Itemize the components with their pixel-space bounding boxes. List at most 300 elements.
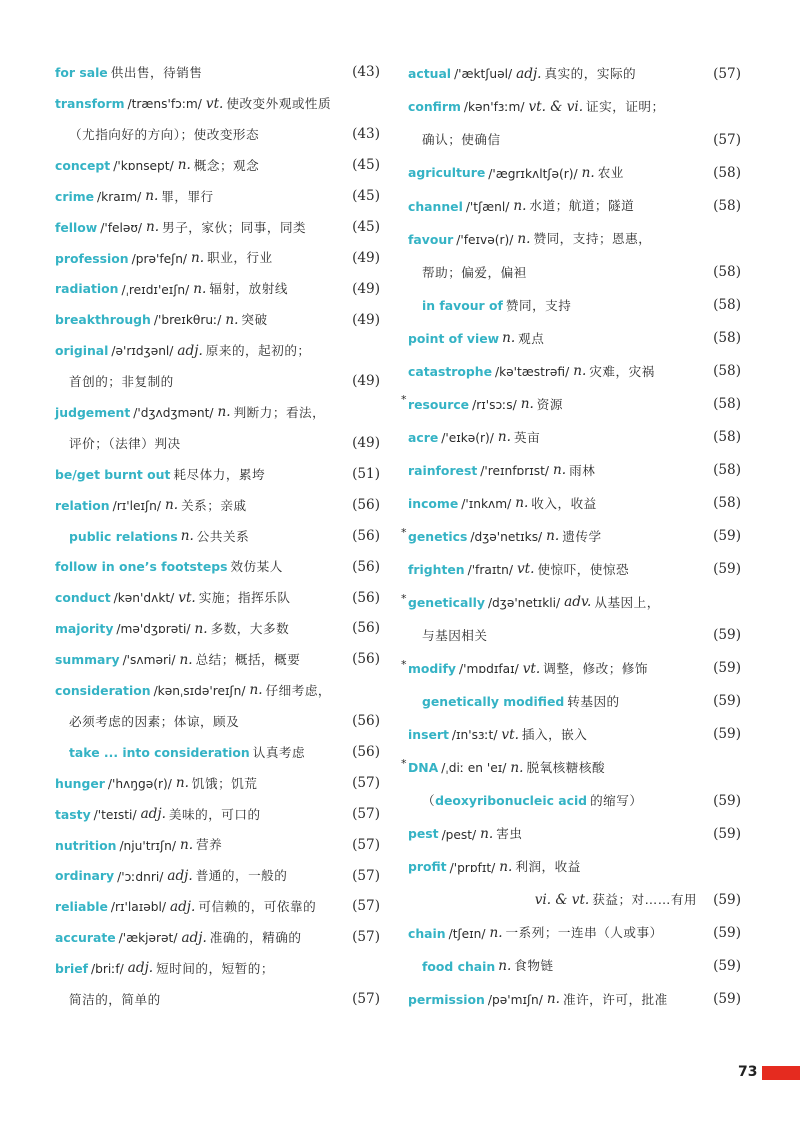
page-ref: (49) bbox=[352, 435, 380, 452]
vocab-entry bbox=[408, 422, 741, 455]
definition: 农业 bbox=[597, 165, 624, 181]
headword: ordinary bbox=[55, 868, 115, 884]
pronunciation: /'prɒfɪt/ bbox=[449, 860, 496, 875]
headword: DNA bbox=[408, 760, 439, 776]
part-of-speech: n. bbox=[499, 858, 513, 875]
headword: for sale bbox=[55, 65, 108, 81]
vocab-entry bbox=[401, 587, 741, 620]
page-ref: (49) bbox=[352, 311, 380, 328]
page-ref: (58) bbox=[713, 297, 741, 314]
part-of-speech: vt. bbox=[522, 660, 541, 677]
left-column bbox=[55, 58, 380, 1016]
definition: 灾难，灾祸 bbox=[589, 363, 655, 379]
definition: 证实，证明； bbox=[586, 99, 665, 115]
pronunciation: /'ægrɪkʌltʃə(r)/ bbox=[488, 166, 578, 181]
headword: fellow bbox=[55, 219, 98, 235]
page-ref: (59) bbox=[713, 660, 741, 677]
vocab-entry bbox=[408, 818, 741, 851]
part-of-speech: vt. bbox=[501, 726, 519, 743]
headword: radiation bbox=[55, 281, 119, 297]
page-ref: (56) bbox=[352, 558, 380, 575]
vocab-entry bbox=[408, 58, 741, 91]
definition: 观点 bbox=[518, 330, 545, 346]
page-ref: (59) bbox=[713, 991, 741, 1008]
pronunciation: /tʃeɪn/ bbox=[448, 926, 486, 941]
vocab-entry-sub bbox=[55, 738, 380, 769]
definition: 食物链 bbox=[514, 958, 554, 974]
page-ref: (57) bbox=[352, 867, 380, 884]
definition: 效仿某人 bbox=[230, 559, 283, 575]
pronunciation: /kraɪm/ bbox=[97, 189, 142, 204]
pronunciation: /kə'tæstrəfi/ bbox=[495, 364, 570, 379]
headword: chain bbox=[408, 925, 446, 941]
part-of-speech: n. bbox=[581, 164, 595, 181]
definition: 英亩 bbox=[513, 429, 541, 445]
headword: genetics bbox=[408, 528, 468, 544]
vocab-entry bbox=[55, 58, 380, 89]
headword: be/get burnt out bbox=[55, 466, 171, 482]
page-ref: (58) bbox=[713, 264, 741, 280]
headword: hunger bbox=[55, 775, 105, 791]
pronunciation: /'ɔːdnri/ bbox=[117, 869, 164, 884]
definition: 概念；观念 bbox=[193, 157, 260, 173]
headword: profession bbox=[55, 250, 129, 266]
vocab-entry bbox=[55, 923, 380, 954]
definition: 赞同，支持 bbox=[505, 297, 572, 313]
headword: relation bbox=[55, 497, 110, 513]
definition: 营养 bbox=[196, 837, 223, 853]
pronunciation: /'dʒʌdʒmənt/ bbox=[133, 406, 214, 421]
definition: 罪，罪行 bbox=[161, 188, 214, 204]
vocab-entry-cont bbox=[408, 256, 741, 289]
page-ref: (59) bbox=[713, 891, 741, 908]
part-of-speech: vt. bbox=[178, 589, 196, 606]
headword: concept bbox=[55, 157, 111, 173]
part-of-speech: adj. bbox=[167, 867, 193, 884]
part-of-speech: adj. bbox=[127, 960, 154, 977]
star-marker: * bbox=[401, 525, 407, 539]
vocab-entry-cont bbox=[55, 367, 380, 398]
vocab-entry bbox=[55, 243, 380, 274]
headword: catastrophe bbox=[408, 363, 493, 379]
vocab-entry bbox=[55, 645, 380, 676]
page-ref: (58) bbox=[713, 429, 741, 446]
part-of-speech: n. bbox=[489, 924, 503, 941]
definition: 使改变外观或性质 bbox=[226, 96, 332, 112]
definition: 供出售，待销售 bbox=[110, 65, 203, 81]
vocab-entry-sub bbox=[408, 289, 741, 322]
vocab-entry bbox=[55, 799, 380, 830]
headword: insert bbox=[408, 727, 449, 743]
definition: 辐射，放射线 bbox=[209, 281, 288, 297]
page-ref: (59) bbox=[713, 693, 741, 710]
part-of-speech: n. bbox=[513, 197, 527, 214]
part-of-speech: n. bbox=[249, 682, 263, 699]
headword: rainforest bbox=[408, 462, 478, 478]
vocab-entry bbox=[408, 355, 741, 388]
page-ref: (58) bbox=[713, 330, 741, 347]
part-of-speech: n. bbox=[146, 219, 160, 236]
vocab-entry bbox=[55, 212, 380, 243]
star-marker: * bbox=[401, 393, 407, 407]
vocab-entry bbox=[55, 614, 380, 645]
pronunciation: /'fraɪtn/ bbox=[467, 563, 513, 578]
definition: 美味的，可口的 bbox=[168, 806, 261, 822]
pronunciation: /dʒə'netɪks/ bbox=[470, 530, 543, 545]
star-marker: * bbox=[401, 591, 407, 605]
definition: 判断力；看法， bbox=[233, 404, 326, 420]
page-ref: (59) bbox=[713, 561, 741, 578]
page-ref: (57) bbox=[352, 898, 380, 915]
definition: 多数，大多数 bbox=[210, 621, 290, 637]
definition: 准许，许可，批准 bbox=[562, 991, 668, 1007]
headword: genetically modified bbox=[422, 694, 565, 710]
part-of-speech: n. bbox=[164, 497, 179, 514]
pronunciation: /'feləʊ/ bbox=[100, 220, 143, 235]
headword: nutrition bbox=[55, 837, 117, 853]
vocab-entry bbox=[55, 182, 380, 213]
headword: genetically bbox=[408, 595, 485, 611]
headword: pest bbox=[408, 826, 439, 842]
page-number-bar bbox=[762, 1066, 800, 1080]
page-ref: (58) bbox=[713, 197, 741, 214]
page-ref: (56) bbox=[352, 620, 380, 637]
part-of-speech: n. bbox=[498, 957, 512, 974]
vocab-entry bbox=[55, 861, 380, 892]
vocab-entry bbox=[55, 305, 380, 336]
vocab-entry bbox=[408, 917, 741, 950]
page-ref: (49) bbox=[352, 373, 380, 390]
headword: brief bbox=[55, 961, 89, 977]
page-ref: (45) bbox=[352, 157, 380, 174]
page-ref: (59) bbox=[713, 957, 741, 974]
pronunciation: /rɪ'laɪəbl/ bbox=[110, 900, 166, 915]
definition: 获益；对……有用 bbox=[592, 892, 697, 908]
vocab-entry bbox=[408, 983, 741, 1016]
definition: 耗尽体力，累垮 bbox=[173, 466, 266, 482]
definition: 真实的，实际的 bbox=[544, 66, 637, 82]
part-of-speech: n. bbox=[510, 759, 524, 776]
part-of-speech: n. bbox=[217, 404, 231, 421]
definition: 害虫 bbox=[496, 826, 523, 842]
vocab-entry bbox=[55, 460, 380, 491]
pronunciation: /'feɪvə(r)/ bbox=[456, 232, 514, 247]
vocab-entry bbox=[55, 336, 380, 367]
vocab-entry bbox=[408, 719, 741, 752]
vocab-entry bbox=[408, 91, 741, 124]
definition: 男子，家伙；同事，同类 bbox=[162, 219, 307, 235]
vocab-entry bbox=[55, 490, 380, 521]
headword: consideration bbox=[55, 683, 151, 699]
definition: 雨林 bbox=[569, 462, 596, 478]
page-number: 73 bbox=[738, 1064, 758, 1080]
vocab-entry bbox=[408, 851, 741, 884]
vocab-entry bbox=[55, 676, 380, 707]
headword: in favour of bbox=[422, 297, 503, 313]
pronunciation: /'breɪkθruː/ bbox=[153, 313, 222, 328]
vocab-entry-cont bbox=[55, 429, 380, 460]
vocab-entry bbox=[408, 322, 741, 355]
page-ref: (45) bbox=[352, 188, 380, 205]
part-of-speech: n. bbox=[194, 620, 208, 637]
definition: 利润，收益 bbox=[515, 859, 581, 875]
vocab-entry bbox=[55, 583, 380, 614]
page-ref: (59) bbox=[713, 825, 741, 842]
definition: 突破 bbox=[241, 312, 268, 328]
page-ref: (58) bbox=[713, 396, 741, 413]
page-ref: (51) bbox=[352, 466, 380, 483]
vocab-entry-cont bbox=[408, 785, 741, 818]
definition: 遗传学 bbox=[562, 528, 602, 544]
definition: 一系列；一连串（人或事） bbox=[505, 925, 663, 941]
page-ref: (58) bbox=[713, 363, 741, 380]
vocab-entry bbox=[55, 151, 380, 182]
pronunciation: /kən'fɜːm/ bbox=[463, 100, 525, 115]
part-of-speech: n. bbox=[180, 528, 194, 544]
definition: 使惊吓，使惊恐 bbox=[537, 561, 630, 577]
definition: 总结；概括，概要 bbox=[195, 652, 301, 668]
pronunciation: /'ækjərət/ bbox=[118, 931, 178, 946]
headword: income bbox=[408, 495, 459, 511]
definition: 收入，收益 bbox=[531, 495, 597, 511]
definition: 短时间的，短暂的； bbox=[156, 960, 274, 976]
definition: （尤指向好的方向）；使改变形态 bbox=[69, 126, 260, 142]
vocab-entry bbox=[408, 554, 741, 587]
page-ref: (56) bbox=[352, 589, 380, 606]
definition: 赞同，支持；恩惠， bbox=[533, 231, 652, 247]
part-of-speech: adj. bbox=[181, 929, 207, 946]
headword: frighten bbox=[408, 562, 465, 578]
headword: original bbox=[55, 343, 109, 359]
headword: channel bbox=[408, 198, 463, 214]
pronunciation: /kənˌsɪdə'reɪʃn/ bbox=[153, 684, 246, 699]
headword: confirm bbox=[408, 99, 461, 115]
page-ref: (58) bbox=[713, 495, 741, 512]
headword: food chain bbox=[422, 958, 496, 974]
definition: 准确的，精确的 bbox=[209, 930, 302, 946]
vocab-entry bbox=[55, 830, 380, 861]
headword: agriculture bbox=[408, 165, 486, 181]
vocab-entry bbox=[55, 89, 380, 120]
page-ref: (56) bbox=[352, 497, 380, 514]
pronunciation: /rɪ'sɔːs/ bbox=[472, 397, 517, 412]
headword: public relations bbox=[69, 528, 178, 544]
page-ref: (59) bbox=[713, 528, 741, 545]
page-ref: (56) bbox=[352, 528, 380, 544]
part-of-speech: vt. bbox=[205, 95, 224, 112]
pronunciation: /pest/ bbox=[441, 827, 477, 842]
definition: 原来的，起初的； bbox=[205, 343, 311, 359]
part-of-speech: n. bbox=[193, 280, 207, 297]
vocab-entry-cont bbox=[55, 707, 380, 738]
page-ref: (56) bbox=[352, 651, 380, 668]
definition: 转基因的 bbox=[567, 694, 620, 710]
vocab-entry bbox=[55, 398, 380, 429]
page-ref: (43) bbox=[352, 126, 380, 143]
pronunciation: /ɪn'sɜːt/ bbox=[451, 728, 498, 743]
definition: 仔细考虑， bbox=[265, 682, 332, 698]
page-ref: (49) bbox=[352, 280, 380, 297]
page-ref: (59) bbox=[713, 924, 741, 941]
pronunciation: /'reɪnfɒrɪst/ bbox=[480, 463, 550, 478]
definition: 与基因相关 bbox=[422, 628, 488, 644]
page-ref: (59) bbox=[713, 627, 741, 644]
vocab-entry bbox=[401, 388, 741, 421]
part-of-speech: vt. bbox=[516, 561, 535, 578]
pronunciation: /ˌdiː en 'eɪ/ bbox=[441, 761, 507, 776]
definition: 的缩写） bbox=[590, 793, 643, 809]
page-ref: (49) bbox=[352, 249, 380, 266]
vocab-entry bbox=[401, 752, 741, 785]
part-of-speech: n. bbox=[553, 462, 567, 479]
page-ref: (45) bbox=[352, 219, 380, 236]
headword: modify bbox=[408, 661, 457, 677]
definition: 职业，行业 bbox=[207, 250, 273, 266]
headword: judgement bbox=[55, 405, 131, 421]
pronunciation: /prə'feʃn/ bbox=[131, 251, 188, 266]
vocab-entry bbox=[408, 190, 741, 223]
pronunciation: /'mɒdɪfaɪ/ bbox=[459, 662, 519, 677]
page-ref: (57) bbox=[352, 836, 380, 853]
pronunciation: /'tʃænl/ bbox=[465, 199, 510, 214]
definition: 必须考虑的因素；体谅，顾及 bbox=[69, 713, 240, 729]
inline-term: deoxyribonucleic acid bbox=[435, 793, 588, 809]
definition: 水道；航道；隧道 bbox=[529, 198, 635, 214]
vocab-entry-cont bbox=[55, 985, 380, 1016]
definition: 简洁的，简单的 bbox=[69, 991, 161, 1007]
headword: conduct bbox=[55, 590, 111, 606]
pronunciation: /'sʌməri/ bbox=[122, 653, 176, 668]
headword: accurate bbox=[55, 930, 116, 946]
part-of-speech: n. bbox=[177, 157, 191, 174]
pronunciation: /'teɪsti/ bbox=[93, 807, 137, 822]
pronunciation: /'hʌŋgə(r)/ bbox=[107, 776, 172, 791]
vocab-entry bbox=[55, 274, 380, 305]
definition: 普通的，一般的 bbox=[195, 868, 288, 884]
part-of-speech: n. bbox=[546, 991, 560, 1008]
part-of-speech: n. bbox=[515, 495, 529, 512]
definition: 首创的；非复制的 bbox=[69, 374, 174, 390]
pronunciation: /rɪ'leɪʃn/ bbox=[112, 498, 161, 513]
part-of-speech: n. bbox=[497, 429, 511, 446]
definition: 确认；使确信 bbox=[422, 132, 501, 148]
vocab-entry-sub bbox=[408, 950, 741, 983]
part-of-speech: n. bbox=[179, 836, 194, 853]
headword: point of view bbox=[408, 330, 500, 346]
headword: crime bbox=[55, 188, 95, 204]
page-ref: (58) bbox=[713, 164, 741, 181]
part-of-speech: n. bbox=[225, 311, 239, 328]
headword: reliable bbox=[55, 899, 108, 915]
headword: favour bbox=[408, 231, 454, 247]
vocab-entry-rcont bbox=[408, 884, 741, 917]
vocab-entry bbox=[55, 768, 380, 799]
headword: breakthrough bbox=[55, 312, 151, 328]
definition-prefix: （ bbox=[422, 793, 436, 809]
pronunciation: /'æktʃuəl/ bbox=[454, 67, 513, 82]
vocab-entry bbox=[401, 521, 741, 554]
headword: profit bbox=[408, 859, 447, 875]
right-column bbox=[401, 58, 741, 1016]
definition: 从基因上， bbox=[594, 594, 660, 610]
headword: permission bbox=[408, 991, 485, 1007]
definition: 认真考虑 bbox=[252, 744, 306, 760]
vocab-entry bbox=[408, 455, 741, 488]
headword: follow in one’s footsteps bbox=[55, 559, 228, 575]
page-ref: (57) bbox=[352, 775, 380, 792]
vocab-entry bbox=[401, 653, 741, 686]
star-marker: * bbox=[401, 756, 407, 770]
part-of-speech: n. bbox=[191, 249, 205, 266]
part-of-speech: vi. & vt. bbox=[534, 891, 590, 908]
vocab-entry bbox=[408, 223, 741, 256]
page-ref: (57) bbox=[713, 65, 741, 82]
vocab-entry bbox=[408, 488, 741, 521]
part-of-speech: n. bbox=[179, 651, 193, 668]
vocab-entry-cont bbox=[408, 620, 741, 653]
definition: 可信赖的，可依靠的 bbox=[198, 899, 317, 915]
headword: resource bbox=[408, 396, 470, 412]
vocab-entry bbox=[408, 157, 741, 190]
vocab-entry bbox=[55, 954, 380, 985]
part-of-speech: n. bbox=[145, 188, 159, 205]
pronunciation: /nju'trɪʃn/ bbox=[119, 838, 176, 853]
definition: 帮助；偏爱，偏袒 bbox=[422, 264, 527, 280]
part-of-speech: adv. bbox=[564, 594, 592, 611]
part-of-speech: adj. bbox=[177, 342, 203, 359]
star-marker: * bbox=[401, 657, 407, 671]
vocab-entry-sub bbox=[55, 521, 380, 552]
vocab-entry-sub bbox=[408, 686, 741, 719]
page-ref: (56) bbox=[352, 713, 380, 730]
page-ref: (57) bbox=[713, 131, 741, 148]
definition: 公共关系 bbox=[196, 528, 250, 544]
pronunciation: /dʒə'netɪkli/ bbox=[487, 596, 561, 611]
part-of-speech: n. bbox=[573, 363, 587, 380]
definition: 插入，嵌入 bbox=[521, 727, 588, 743]
part-of-speech: vt. & vi. bbox=[528, 98, 584, 115]
vocab-entry bbox=[55, 892, 380, 923]
pronunciation: /briːf/ bbox=[91, 962, 124, 977]
pronunciation: /'eɪkə(r)/ bbox=[441, 430, 494, 445]
page-ref: (43) bbox=[352, 64, 380, 81]
part-of-speech: n. bbox=[480, 825, 494, 842]
definition: 资源 bbox=[536, 396, 563, 412]
page-ref: (59) bbox=[713, 792, 741, 809]
part-of-speech: n. bbox=[502, 330, 516, 347]
pronunciation: /mə'dʒɒrəti/ bbox=[116, 622, 191, 637]
page-ref: (58) bbox=[713, 462, 741, 479]
part-of-speech: n. bbox=[517, 230, 531, 247]
pronunciation: /pə'mɪʃn/ bbox=[487, 992, 543, 1007]
page-ref: (59) bbox=[713, 726, 741, 743]
headword: transform bbox=[55, 96, 125, 112]
definition: 脱氧核糖核酸 bbox=[526, 760, 606, 776]
part-of-speech: n. bbox=[175, 775, 189, 792]
pronunciation: /ə'rɪdʒənl/ bbox=[111, 344, 174, 359]
pronunciation: /kən'dʌkt/ bbox=[113, 591, 175, 606]
pronunciation: /'kɒnsept/ bbox=[113, 159, 174, 174]
definition: 调整，修改；修饰 bbox=[543, 661, 648, 677]
part-of-speech: n. bbox=[546, 528, 560, 545]
part-of-speech: adj. bbox=[516, 65, 542, 82]
definition: 关系；亲戚 bbox=[181, 497, 247, 513]
pronunciation: /træns'fɔ:m/ bbox=[127, 97, 202, 112]
definition: 评价；（法律）判决 bbox=[69, 435, 181, 451]
headword: actual bbox=[408, 66, 452, 82]
pronunciation: /ˌreɪdɪ'eɪʃn/ bbox=[121, 282, 190, 297]
part-of-speech: adj. bbox=[170, 898, 196, 915]
